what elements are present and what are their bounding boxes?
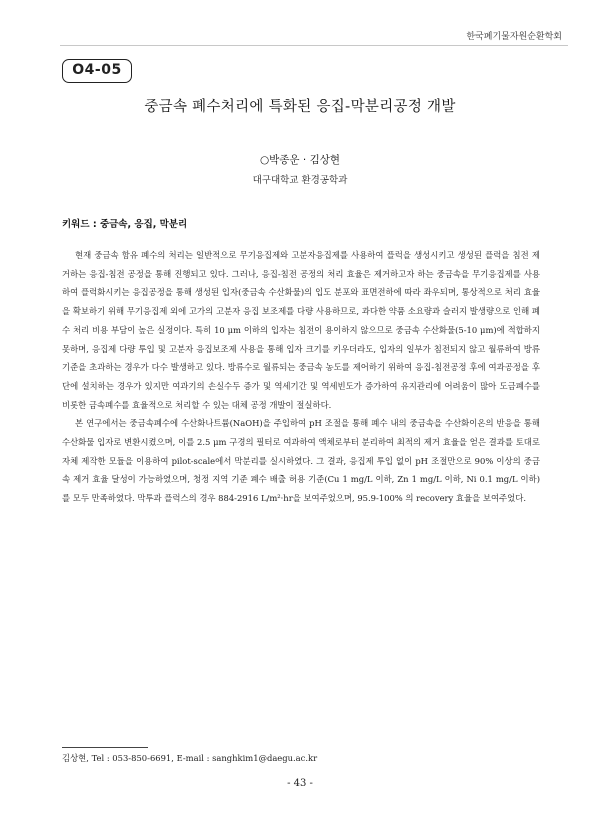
- page-number: - 43 -: [287, 778, 313, 789]
- paper-title: 중금속 폐수처리에 특화된 응집-막분리공정 개발: [144, 99, 456, 115]
- paper-keywords: 키워드 : 중금속, 응집, 막분리: [62, 219, 188, 230]
- paper-authors: ○박종운 · 김상현: [259, 154, 341, 166]
- paper-code-badge: O4-05: [62, 59, 132, 83]
- footnote-divider: [62, 747, 148, 748]
- abstract-body: [62, 246, 540, 508]
- corresponding-author-footnote: 김상현, Tel : 053-850-6691, E-mail : sanghkim1@daegu.ac.kr: [62, 753, 318, 763]
- abstract-paragraph-1: 현재 중금속 함유 폐수의 처리는 일반적으로 무기응집제와 고분자응집제를 사용하여 플럭을 생성시키고 생성된 플럭을 침전 제거하는 응집-침전 공정을 통해 진행되고 있다. 그러나, 응집-침전 공정의 처리 효율은 제거하고자 하는 중금속을 무기응집제를 사용하여 플럭화시키는 응집공정을 통해 생성된 입자(중금속 수산화물)의 입도 분포와 표면전하에 따라 좌우되며, 통상적으로 처리 효율을 확보하기 위해 무기응집제 외에 고가의 고분자 응집 보조제를 다량 사용하므로, 과다한 약품 소요량과 슬러지 발생량으로 인해 폐수 처리 비용 부담이 높은 실정이다. 특히 10 μm 이하의 입자는 침전이 용이하지 않으므로 중금속 수산화물(5-10 μm)에 적합하지 못하며, 응집제 다량 투입 및 고분자 응집보조제 사용을 통해 입자 크기를 키우더라도, 입자의 일부가 침전되지 않고 월류하여 방류기준을 초과하는 경우가 다수 발생하고 있다. 방류수로 월류되는 중금속 농도를 제어하기 위하여 응집-침전공정 후에 여과공정을 후단에 설치하는 경우가 있지만 여과기의 손실수두 증가 및 역세기간 및 역세빈도가 증가하여 유지관리에 어려움이 많아 도금폐수를 비롯한 금속폐수를 효율적으로 처리할 수 있는 대체 공정 개발이 절실하다.: [62, 250, 540, 410]
- society-name: 한국폐기물자원순환학회: [466, 32, 562, 42]
- abstract-paragraph-2: 본 연구에서는 중금속폐수에 수산화나트륨(NaOH)을 주입하여 pH 조절을 통해 폐수 내의 중금속을 수산화이온의 반응을 통해 수산화물 입자로 변환시켰으며, 이를 2.5 μm 구경의 필터로 여과하여 액체로부터 분리하여 최적의 제거 효율을 얻은 결과를 토대로 자체 제작한 모듈을 이용하여 pilot-scale에서 막분리를 실시하였다. 그 결과, 응집제 투입 없이 pH 조절만으로 90% 이상의 중금속 제거 효율 달성이 가능하였으며, 청정 지역 기준 폐수 배출 허용 기준(Cu 1 mg/L 이하, Zn 1 mg/L 이하, Ni 0.1 mg/L 이하)를 모두 만족하였다. 막투과 플럭스의 경우 884-2916 L/m²·hr을 보여주었으며, 95.9-100% 의 recovery 효율을 보여주었다.: [62, 418, 540, 504]
- paper-affiliation: 대구대학교 환경공학과: [252, 175, 348, 186]
- header-divider: [60, 45, 568, 46]
